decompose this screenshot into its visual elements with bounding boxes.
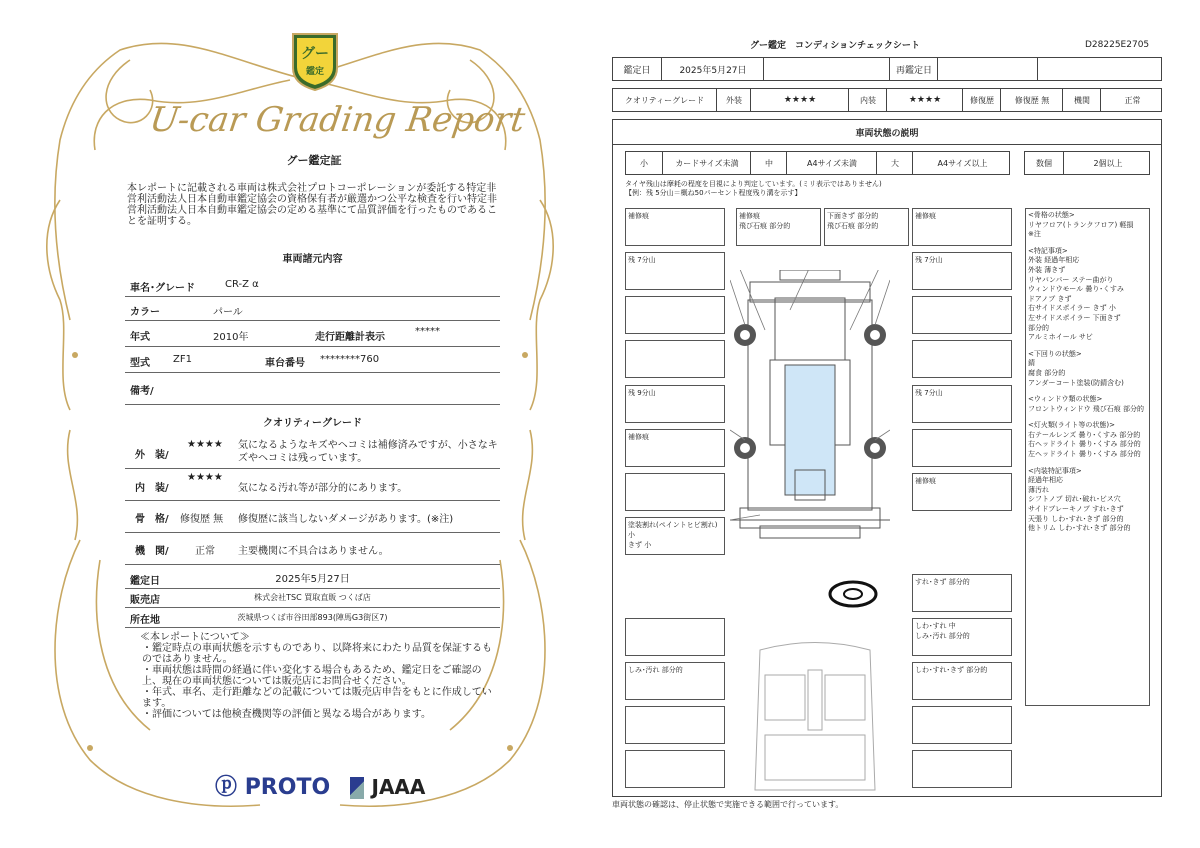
condition-line: 外装 経過年相応 xyxy=(1028,256,1080,265)
interior-label: 内装 xyxy=(848,89,887,111)
state-header: 車両状態の説明 xyxy=(613,120,1161,145)
count-legend xyxy=(1024,151,1150,175)
spec-value: ZF1 xyxy=(173,354,192,365)
damage-label: 補修痕 xyxy=(912,473,1012,511)
note-item: ・車両状態は時間の経過に伴い変化する場合もあるため、鑑定日をご確認の上、現在の車両状態については販売店にお問合せください。 xyxy=(142,665,482,687)
quality-rating: ★★★★ xyxy=(187,472,223,483)
dealer-row xyxy=(125,588,500,608)
spacer xyxy=(1028,460,1147,467)
condition-line: <下回りの状態> xyxy=(1028,349,1082,358)
damage-label: 補修痕 xyxy=(912,208,1012,246)
condition-line: リヤフロア(トランクフロア) 軽損 xyxy=(1028,220,1134,229)
damage-label: 塗装割れ(ペイントヒビ割れ) 小 きず 小 xyxy=(625,517,725,555)
car-interior-diagram xyxy=(750,640,880,800)
svg-text:鑑定: 鑑定 xyxy=(305,67,325,77)
tire-note: タイヤ残山は摩耗の程度を目視により判定しています。(ミリ表示ではありません) xyxy=(625,180,882,188)
quality-label: クオリティーグレード xyxy=(624,95,705,105)
interior-label: すれ･きず 部分的 xyxy=(912,574,1012,612)
condition-line: 左ヘッドライト 曇り･くすみ 部分的 xyxy=(1028,450,1141,459)
certificate-title: グー鑑定証 xyxy=(286,154,342,167)
goo-appraisal-badge-icon xyxy=(287,30,343,92)
size-large-label: 大 xyxy=(876,152,913,174)
interior-label: しわ･すれ･きず 部分的 xyxy=(912,662,1012,700)
quality-key: 骨 格/ xyxy=(135,514,169,525)
size-mid-desc: A4サイズ未満 xyxy=(786,152,877,174)
tire-label: 残 7分山 xyxy=(625,252,725,290)
note-item: ・評価については他検査機関等の評価と異なる場合があります。 xyxy=(142,709,431,720)
condition-line: 錆 xyxy=(1028,359,1035,368)
info-key: 所在地 xyxy=(130,615,160,626)
sheet-footer: 車両状態の確認は、停止状態で実施できる範囲で行っています。 xyxy=(612,800,844,809)
spacer xyxy=(1028,240,1147,247)
note-item: ・年式、車名、走行距離などの記載については販売店申告をもとに作成しています。 xyxy=(142,687,492,709)
spec-value: 2010年 xyxy=(213,332,249,343)
spec-row-color xyxy=(125,296,500,321)
certificate-body: 本レポートに記載される車両は株式会社プロトコーポレーションが委託する特定非営利活動法人日本自動車鑑定協会の資格保有者が厳選かつ公平な検査を行い特定非営利活動法人日本自動車鑑定協会の定める基準にて品質評価を行ったものであることを証明する。 xyxy=(127,183,497,227)
condition-line: 外装 薄きず xyxy=(1028,265,1066,274)
spec-key: 備考/ xyxy=(130,386,154,397)
quality-row-interior xyxy=(125,468,500,501)
empty-label xyxy=(625,296,725,334)
spec-value: CR-Z α xyxy=(225,279,259,290)
reappraisal-value xyxy=(937,58,1038,80)
size-small-label: 小 xyxy=(640,158,648,168)
engine-label: 機関 xyxy=(1062,89,1101,111)
condition-line: フロントウィンドウ 飛び石痕 部分的 xyxy=(1028,404,1145,413)
tire-label: 残 9分山 xyxy=(625,385,725,423)
condition-line: 他トリム しわ･すれ･きず 部分的 xyxy=(1028,524,1131,533)
info-value: 茨城県つくば市谷田部893(陣馬G3街区7) xyxy=(237,613,388,622)
quality-key: 機 関/ xyxy=(135,546,169,557)
address-row xyxy=(125,607,500,628)
engine-value: 正常 xyxy=(1100,89,1164,111)
condition-line: 薄汚れ xyxy=(1028,485,1049,494)
spec-row-name xyxy=(125,272,500,297)
empty-label xyxy=(912,429,1012,467)
note-item: ・鑑定時点の車両状態を示すものであり、以降将来にわたり品質を保証するものではありません。 xyxy=(142,643,492,665)
condition-line: アンダーコート塗装(防錆含む) xyxy=(1028,378,1124,387)
spec-row-remarks xyxy=(125,372,500,405)
empty-label xyxy=(625,618,725,656)
spec-key: 車名･グレード xyxy=(130,283,195,294)
condition-line: <骨格の状態> xyxy=(1028,211,1075,219)
empty-cell xyxy=(763,58,890,80)
damage-label: 下面きず 部分的 飛び石痕 部分的 xyxy=(824,208,909,246)
condition-line: リヤバンパー ステー曲がり xyxy=(1028,275,1114,284)
tire-label: 残 7分山 xyxy=(912,252,1012,290)
condition-line: ウィンドウモール 曇り･くすみ xyxy=(1028,285,1124,294)
condition-line: 右サイドスポイラー きず 小 xyxy=(1028,304,1116,313)
car-top-view-diagram xyxy=(730,270,890,540)
appraisal-row xyxy=(125,566,500,589)
quality-row-engine xyxy=(125,532,500,565)
quality-key: 外 装/ xyxy=(135,450,169,461)
condition-line: 右ヘッドライト 曇り･くすみ 部分的 xyxy=(1028,440,1141,449)
spec-key: 走行距離計表示 xyxy=(315,332,385,343)
empty-label xyxy=(912,750,1012,788)
info-key: 販売店 xyxy=(130,595,160,606)
empty-cell xyxy=(1037,58,1164,80)
info-value: 2025年5月27日 xyxy=(275,574,350,585)
repair-label: 修復歴 xyxy=(962,89,1001,111)
empty-label xyxy=(912,340,1012,378)
specs-header: 車両諸元内容 xyxy=(282,254,343,265)
interior-label: しみ･汚れ 部分的 xyxy=(625,662,725,700)
spec-value: ***** xyxy=(415,326,440,337)
empty-label xyxy=(625,750,725,788)
report-script-title: U-car Grading Report xyxy=(147,100,528,140)
condition-line: アルミホイール サビ xyxy=(1028,333,1093,342)
quality-row-frame xyxy=(125,500,500,533)
quality-desc: 主要機関に不具合はありません。 xyxy=(238,546,389,557)
reappraisal-label: 再鑑定日 xyxy=(889,58,938,80)
size-mid-label: 中 xyxy=(750,152,787,174)
condition-line: <内装特記事項> xyxy=(1028,466,1082,475)
report-notes xyxy=(140,632,500,720)
spec-row-year xyxy=(125,320,500,347)
tire-label: 残 7分山 xyxy=(912,385,1012,423)
tire-example: 【例：残 5分山＝概ね50パーセント程度残り溝を示す】 xyxy=(625,189,802,197)
empty-label xyxy=(625,473,725,511)
condition-line: ※注 xyxy=(1028,230,1041,239)
quality-rating: 修復歴 無 xyxy=(180,514,224,525)
interior-value: ★★★★ xyxy=(886,89,963,111)
damage-label: 補修痕 xyxy=(625,429,725,467)
condition-line: サイドブレーキノブ すれ･きず xyxy=(1028,505,1124,514)
appraisal-date-value: 2025年5月27日 xyxy=(661,58,764,80)
info-value: 株式会社TSC 買取直販 つくば店 xyxy=(254,593,371,602)
count-label: 数個 xyxy=(1036,158,1052,168)
empty-label xyxy=(912,706,1012,744)
svg-text:グー: グー xyxy=(301,46,329,62)
size-legend xyxy=(625,151,1010,175)
spec-key: 年式 xyxy=(130,332,150,343)
spec-key: カラー xyxy=(130,307,160,318)
condition-line: <ウィンドウ類の状態> xyxy=(1028,395,1103,404)
empty-label xyxy=(625,706,725,744)
notes-title: ≪本レポートについて≫ xyxy=(140,632,250,643)
quality-rating: 正常 xyxy=(195,546,215,557)
quality-desc: 気になるようなキズやヘコミは補修済みですが、小さなキズやヘコミは残っています。 xyxy=(238,440,498,464)
sheet-title: グー鑑定 コンディションチェックシート xyxy=(750,41,920,51)
count-desc: 2個以上 xyxy=(1063,152,1152,174)
logo-area xyxy=(215,770,425,801)
empty-label xyxy=(625,340,725,378)
jaaa-logo-text: JAAA xyxy=(371,775,426,799)
repair-value: 修復歴 無 xyxy=(1000,89,1063,111)
condition-line: 天張り しわ･すれ･きず 部分的 xyxy=(1028,514,1124,523)
condition-line: 腐食 部分的 xyxy=(1028,368,1066,377)
condition-line: シフトノブ 切れ･破れ･ビス穴 xyxy=(1028,495,1121,504)
appraisal-date-row xyxy=(612,57,1162,81)
info-key: 鑑定日 xyxy=(130,576,160,587)
exterior-label: 外装 xyxy=(716,89,751,111)
condition-notes xyxy=(1025,208,1150,706)
empty-label xyxy=(912,296,1012,334)
quality-desc: 修復歴に該当しないダメージがあります。(※注) xyxy=(238,514,454,525)
spec-row-model xyxy=(125,346,500,373)
spec-value: パール xyxy=(213,307,243,318)
size-small-desc: カードサイズ未満 xyxy=(662,152,751,174)
quality-key: 内 装/ xyxy=(135,483,169,494)
quality-desc: 気になる汚れ等が部分的にあります。 xyxy=(238,483,408,494)
quality-grade-row xyxy=(612,88,1162,112)
condition-line: 右テールレンズ 曇り･くすみ 部分的 xyxy=(1028,430,1141,439)
condition-line: 左サイドスポイラー 下面きず xyxy=(1028,313,1121,322)
quality-row-exterior xyxy=(125,433,500,469)
damage-label: 補修痕 xyxy=(625,208,725,246)
steering-wheel-icon xyxy=(828,580,878,608)
proto-logo-icon: ⓟ xyxy=(215,775,238,800)
jaaa-logo-icon xyxy=(350,777,364,799)
spec-key: 型式 xyxy=(130,358,150,369)
appraisal-date-label: 鑑定日 xyxy=(623,65,651,76)
condition-line: <灯火類(ライト等の状態)> xyxy=(1028,421,1115,430)
exterior-value: ★★★★ xyxy=(750,89,849,111)
quality-header: クオリティーグレード xyxy=(263,418,362,429)
condition-line: ドアノブ きず xyxy=(1028,294,1072,303)
damage-label: 補修痕 飛び石痕 部分的 xyxy=(736,208,821,246)
condition-line: 部分的 xyxy=(1028,323,1049,332)
condition-line: <特記事項> xyxy=(1028,246,1068,255)
sheet-code: D28225E2705 xyxy=(1085,40,1150,50)
interior-label: しわ･すれ 中 しみ･汚れ 部分的 xyxy=(912,618,1012,656)
spacer xyxy=(1028,343,1147,350)
quality-rating: ★★★★ xyxy=(187,439,223,450)
size-large-desc: A4サイズ以上 xyxy=(912,152,1012,174)
spec-value: ********760 xyxy=(320,354,380,365)
spec-key: 車台番号 xyxy=(265,358,305,369)
condition-line: 経過年相応 xyxy=(1028,476,1063,485)
proto-logo-text: PROTO xyxy=(244,775,331,800)
